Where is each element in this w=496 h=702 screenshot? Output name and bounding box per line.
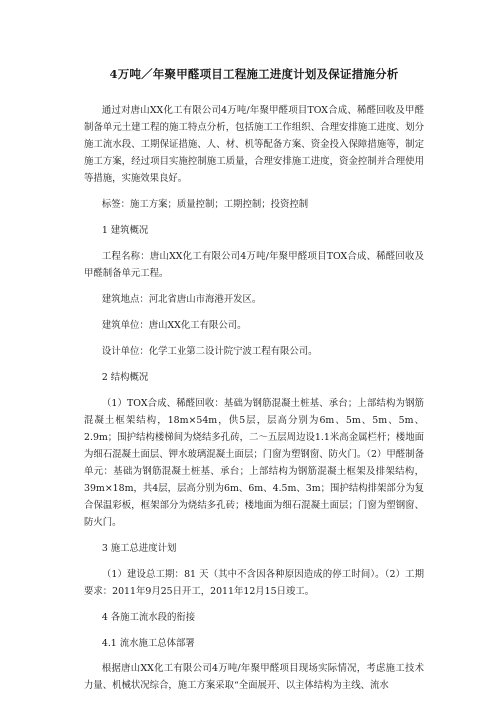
document-title: 4万吨／年聚甲醛项目工程施工进度计划及保证措施分析 [109,67,399,81]
section-4-1-heading: 4.1 流水施工总体部署 [101,638,195,649]
abstract-paragraph: 通过对唐山XX化工有限公司4万吨/年聚甲醛项目TOX合成、稀醛回收及甲醛制备单元土建工程的施工特点分析，包括施工工作组织、合理安排施工进度、划分施工流水段、工期保证措施、人、材、机等配备方案、资金投入保障措施等，制定施工方案，经过项目实施控制施工质量，合理安排施工进度，资金控制并合理使用等措施，实施效果良好。 [84,105,424,184]
structure-overview-paragraph: （1）TOX合成、稀醛回收：基础为钢筋混凝土桩基、承台；上部结构为钢筋混凝土框架结构，18m×54m，供5层，层高分别为6m、5m、5m、5m、2.9m；围护结构楼梯间为烧结多孔砖，二～五层周边设1.1米高金属栏杆；楼地面为细石混凝土面层、钾水玻璃混凝土面层；门窗为塑钢窗、防火门。（2）甲醛制备单元：基础为钢筋混凝土桩基、承台；上部结构为钢筋混凝土框架及排架结构，39m×18m，共4层，层高分别为6m、6m、4.5m、3m；围护结构排架部分为复合保温彩板，框架部分为烧结多孔砖；楼地面为细石混凝土面层；门窗为塑钢窗、防火门。 [84,398,424,528]
section-2-heading: 2 结构概况 [101,372,149,383]
project-designer-paragraph: 设计单位：化学工业第二设计院宁波工程有限公司。 [101,346,318,357]
project-location-paragraph: 建筑地点：河北省唐山市海港开发区。 [101,294,262,305]
section-4-heading: 4 各施工流水段的衔接 [101,612,196,623]
keywords-line: 标签：施工方案；质量控制；工期控制；投资控制 [101,199,309,210]
project-builder-paragraph: 建筑单位：唐山XX化工有限公司。 [101,320,247,331]
section-3-heading: 3 施工总进度计划 [101,543,177,554]
schedule-paragraph: （1）建设总工期：81 天（其中不含因各种原因造成的停工时间）。（2）工期要求：2011年9月25日开工，2011年12月15日竣工。 [84,569,424,597]
section-1-heading: 1 建筑概况 [101,225,149,236]
flow-deployment-paragraph: 根据唐山XX化工有限公司4万吨/年聚甲醛项目现场实际情况，考虑施工技术力量、机械状况综合，施工方案采取“全面展开、以主体结构为主线、流水 [84,663,424,691]
project-name-paragraph: 工程名称：唐山XX化工有限公司4万吨/年聚甲醛项目TOX合成、稀醛回收及甲醛制备单元工程。 [84,251,424,279]
